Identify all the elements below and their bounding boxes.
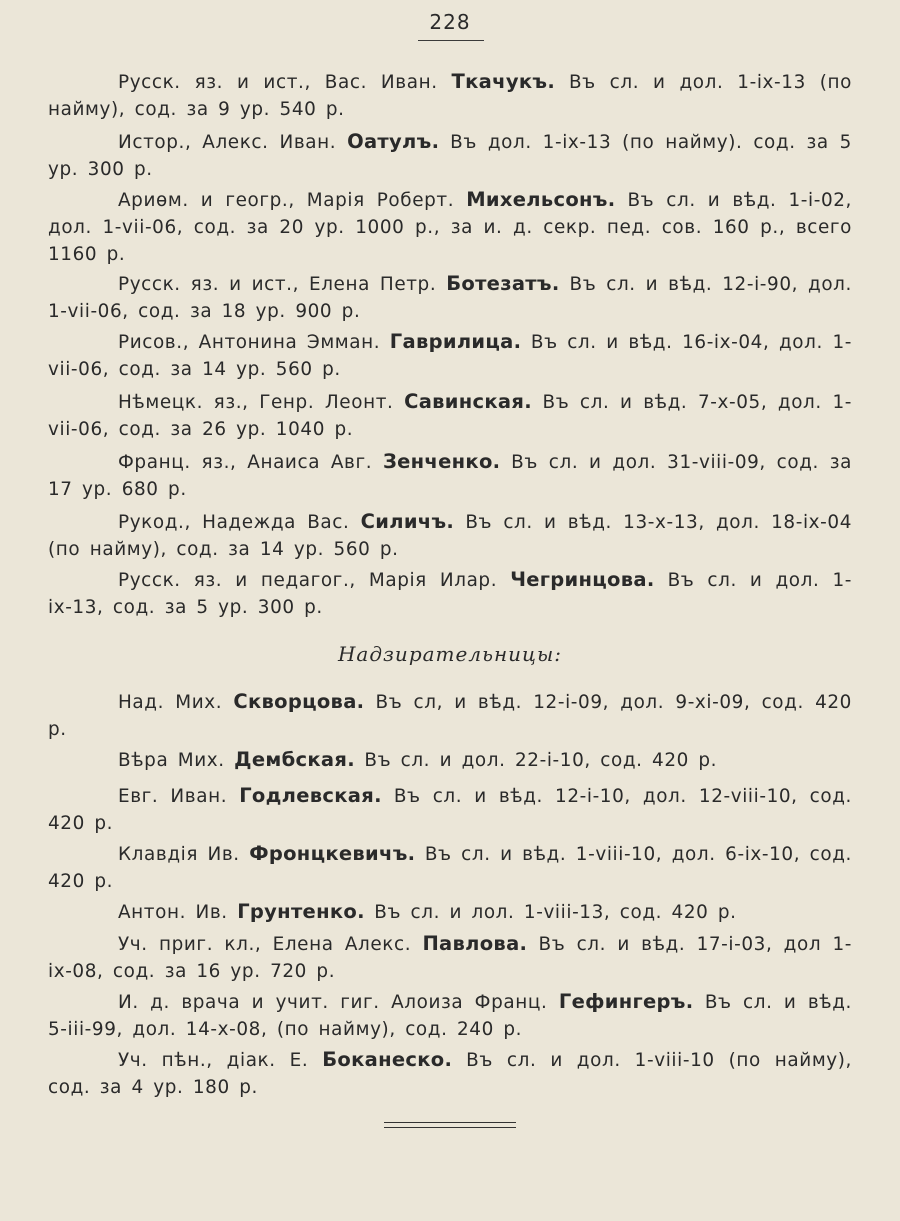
entry-details: Въ сл. и вѣд. 17-і-03, дол 1-іх-08, сод. за 16 ур. 720 р. [48,934,852,982]
entry-details: Въ дол. 1-іх-13 (по найму). сод. за 5 ур. 300 р. [48,132,852,180]
entry-subject: Рукод., Надежда Вас. [118,512,350,533]
entry-details: Въ сл. и вѣд. 1-vііі-10, дол. 6-іх-10, сод. 420 р. [48,844,852,892]
section-heading-supervisors: Надзирательницы: [337,642,563,666]
entry-details: Въ сл. и дол. 31-vііі-09, сод. за 17 ур. 680 р. [48,452,853,500]
entry-subject: Уч. пѣн., діак. Е. [118,1050,309,1071]
entry-subject: Антон. Ив. [118,902,228,923]
entry-surname: Гаврилица. [389,330,522,353]
entry-details: Въ сл. и дол. 22-і-10, сод. 420 р. [364,750,718,771]
entry-subject: Уч. приг. кл., Елена Алекс. [118,934,412,955]
entry-subject: Истор., Алекс. Иван. [118,132,337,153]
entry-savinskaya [48,388,852,443]
entry-surname: Фронцкевичъ. [249,842,416,865]
entry-dembskaya [48,746,852,774]
entry-surname: Дембская. [234,748,355,771]
entry-subject: Евг. Иван. [118,786,228,807]
entry-subject: Нѣмецк. яз., Генр. Леонт. [118,392,394,413]
entry-surname: Оатулъ. [347,130,440,153]
entry-oatul [48,128,852,183]
page-number: 228 [429,10,471,34]
entry-botezat [48,270,852,325]
entry-mikhelson [48,186,852,268]
entry-surname: Савинская. [404,390,532,413]
entry-surname: Зенченко. [382,450,501,473]
entry-surname: Чегринцова. [510,568,655,591]
entry-subject: Ариѳм. и геогр., Марія Роберт. [118,190,455,211]
entry-subject: Русск. яз. и ист., Елена Петр. [118,274,437,295]
entry-frontskevich [48,840,852,895]
entry-details: Въ сл. и лол. 1-vііі-13, сод. 420 р. [374,902,737,923]
entry-surname: Годлевская. [239,784,382,807]
entry-surname: Гефингеръ. [558,990,694,1013]
entry-surname: Ткачукъ. [451,70,556,93]
entry-details: Въ сл, и вѣд. 12-і-09, дол. 9-хі-09, сод. 420 р. [48,692,852,740]
entry-zenchenko [48,448,852,503]
entry-details: Въ сл. и вѣд. 1-і-02, дол. 1-vіі-06, сод. за 20 ур. 1000 р., за и. д. секр. пед. сов. 160 р., всего 1160 р. [48,190,853,265]
entry-subject: Вѣра Мих. [118,750,225,771]
entry-surname: Павлова. [422,932,528,955]
entry-surname: Силичъ. [360,510,455,533]
entry-details: Въ сл. и вѣд. 12-і-10, дол. 12-vііі-10, сод. 420 р. [48,786,852,834]
entry-subject: Рисов., Антонина Эмман. [118,332,381,353]
entry-skvortsova [48,688,852,743]
entry-subject: Русск. яз. и ист., Вас. Иван. [118,72,438,93]
entry-details: Въ сл. и дол. 1-vііі-10 (по найму), сод. за 4 ур. 180 р. [48,1050,852,1098]
entry-details: Въ сл. и вѣд. 7-х-05, дол. 1-vіі-06, сод. за 26 ур. 1040 р. [48,392,853,440]
entry-surname: Грунтенко. [237,900,365,923]
entry-surname: Скворцова. [233,690,365,713]
entry-gruntenko [48,898,852,926]
entry-tkachuk [48,68,852,123]
entry-details: Въ сл. и вѣд. 13-х-13, дол. 18-іх-04 (по найму), сод. за 14 ур. 560 р. [48,512,852,560]
entry-gavrilitsa [48,328,852,383]
end-rule-top [384,1122,516,1123]
entry-gefinger [48,988,852,1043]
entry-silich [48,508,852,563]
entry-details: Въ сл. и дол. 1-іх-13 (по найму), сод. за 9 ур. 540 р. [48,72,853,120]
entry-subject: Франц. яз., Анаиса Авг. [118,452,373,473]
entry-subject: Над. Мих. [118,692,223,713]
entry-subject: Клавдія Ив. [118,844,240,865]
entry-surname: Михельсонъ. [466,188,616,211]
entry-details: Въ сл. и дол. 1-іх-13, сод. за 5 ур. 300 р. [48,570,853,618]
entry-details: Въ сл. и вѣд. 16-іх-04, дол. 1-vіі-06, сод. за 14 ур. 560 р. [48,332,853,380]
entry-details: Въ сл. и вѣд. 5-ііі-99, дол. 14-х-08, (по найму), сод. 240 р. [48,992,852,1040]
entry-subject: И. д. врача и учит. гиг. Алоиза Франц. [118,992,548,1013]
entry-pavlova [48,930,852,985]
entry-details: Въ сл. и вѣд. 12-і-90, дол. 1-vіі-06, сод. за 18 ур. 900 р. [48,274,852,322]
entry-godlevskaya [48,782,852,837]
entry-subject: Русск. яз. и педагог., Марія Илар. [118,570,498,591]
entry-surname: Боканеско. [322,1048,453,1071]
end-rule-bottom [384,1127,516,1128]
page-number-rule [418,40,484,41]
entry-chegrintsova [48,566,852,621]
entry-surname: Ботезатъ. [446,272,560,295]
entry-bokanesko [48,1046,852,1101]
